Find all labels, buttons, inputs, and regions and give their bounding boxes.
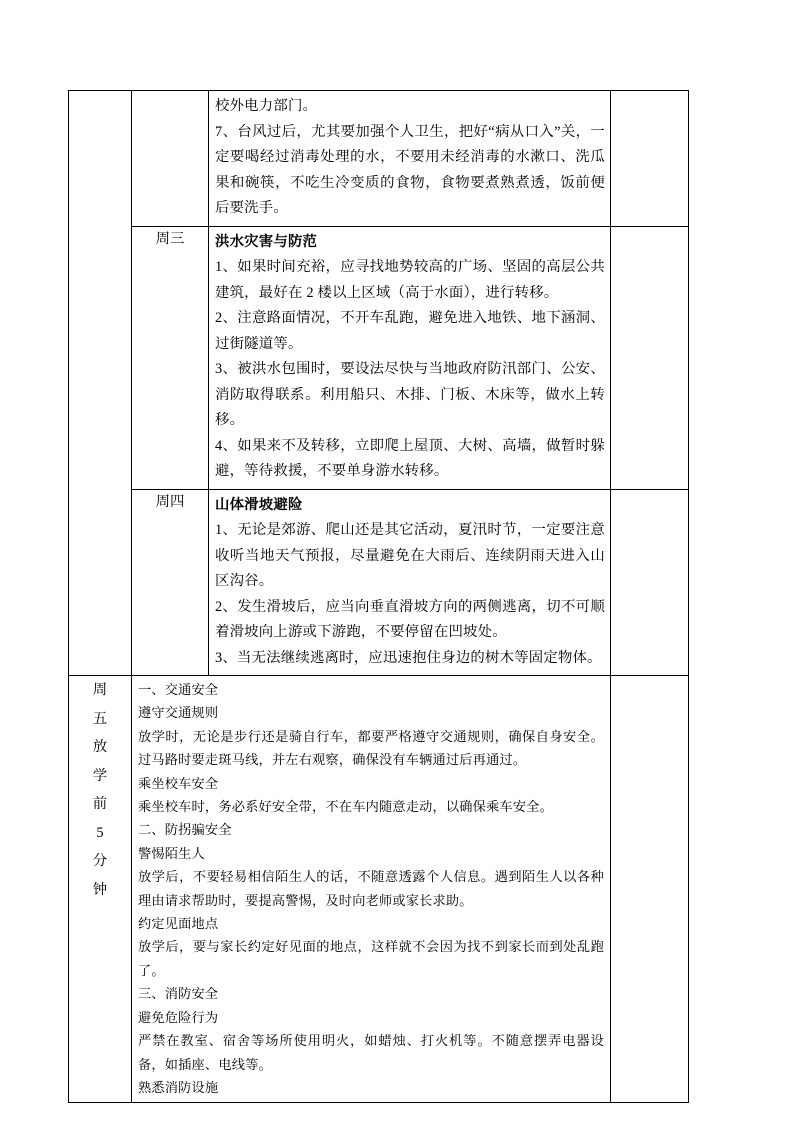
paragraph: 二、防拐骗安全	[138, 822, 232, 838]
paragraph: 三、消防安全	[138, 986, 219, 1002]
content-cell	[209, 489, 611, 676]
content-cell	[209, 226, 611, 489]
table-row	[69, 489, 689, 676]
paragraph: 1、如果时间充裕，应寻找地势较高的广场、坚固的高层公共建筑，最好在 2 楼以上区域（高于水面），进行转移。	[215, 259, 605, 301]
week-cell-merged	[69, 91, 132, 676]
remark-cell	[611, 226, 689, 489]
content-cell-merged	[132, 676, 611, 1103]
paragraph: 4、如果来不及转移，立即爬上屋顶、大树、高墙，做暂时躲避，等待救援，不要单身游水转移。	[215, 437, 605, 479]
week-cell-friday	[69, 676, 132, 1103]
section-heading: 洪水灾害与防范	[215, 233, 318, 250]
paragraph: 熟悉消防设施	[138, 1079, 219, 1095]
paragraph: 放学后，要与家长约定好见面的地点，这样就不会因为找不到家长而到处乱跑了。	[138, 939, 604, 978]
paragraph: 3、被洪水包围时，要设法尽快与当地政府防汛部门、公安、消防取得联系。利用船只、木排、门板、木床等，做水上转移。	[215, 361, 605, 428]
paragraph: 一、交通安全	[138, 682, 219, 697]
paragraph: 乘坐校车时，务必系好安全带，不在车内随意走动，以确保乘车安全。	[138, 799, 554, 815]
remark-cell	[611, 676, 689, 1103]
day-cell-wednesday: 周三	[132, 226, 209, 489]
content-block	[209, 227, 610, 489]
content-block	[209, 91, 610, 226]
table-body	[69, 91, 689, 1103]
paragraph: 2、发生滑坡后，应当向垂直滑坡方向的两侧逃离，切不可顺着滑坡向上游或下游跑，不要停留在凹坡处。	[215, 598, 605, 640]
remark-cell	[611, 489, 689, 676]
table-row	[69, 226, 689, 489]
vertical-char: 钟	[92, 881, 108, 898]
paragraph: 严禁在教室、宿舍等场所使用明火，如蜡烛、打火机等。不随意摆弄电器设备，如插座、电线等。	[138, 1033, 604, 1072]
paragraph: 警惕陌生人	[138, 845, 205, 861]
paragraph: 乘坐校车安全	[138, 775, 219, 791]
vertical-char: 学	[92, 767, 108, 784]
section-heading: 山体滑坡避险	[215, 496, 303, 513]
day-cell	[132, 91, 209, 227]
paragraph: 校外电力部门。	[215, 98, 318, 114]
vertical-label	[69, 676, 131, 904]
paragraph: 2、注意路面情况，不开车乱跑，避免进入地铁、地下涵洞、过街隧道等。	[215, 310, 605, 352]
remark-cell	[611, 91, 689, 227]
vertical-char: 五	[92, 710, 108, 727]
paragraph: 放学后，不要轻易相信陌生人的话，不随意透露个人信息。遇到陌生人以各种理由请求帮助时，要提高警惕，及时向老师或家长求助。	[138, 869, 604, 908]
paragraph: 3、当无法继续逃离时，应迅速抱住身边的树木等固定物体。	[215, 649, 602, 666]
paragraph: 7、台风过后，尤其要加强个人卫生，把好“病从口入”关，一定要喝经过消毒处理的水，不要用未经消毒的水漱口、洗瓜果和碗筷，不吃生冷变质的食物，食物要煮熟煮透，饭前便后要洗手。	[215, 123, 605, 216]
table-row	[69, 676, 689, 1103]
vertical-char: 分	[92, 853, 108, 869]
vertical-char: 放	[92, 739, 108, 755]
paragraph: 放学时，无论是步行还是骑自行车，都要严格遵守交通规则，确保自身安全。过马路时要走斑马线，并左右观察，确保没有车辆通过后再通过。	[138, 728, 604, 768]
content-cell	[209, 91, 611, 227]
vertical-char: 前	[92, 796, 108, 812]
paragraph: 约定见面地点	[138, 916, 219, 932]
paragraph: 避免危险行为	[138, 1009, 219, 1025]
vertical-char: 5	[96, 824, 104, 841]
paragraph: 1、无论是郊游、爬山还是其它活动，夏汛时节，一定要注意收听当地天气预报，尽量避免在大雨后、连续阴雨天进入山区沟谷。	[215, 522, 605, 589]
table-row	[69, 91, 689, 227]
vertical-char: 周	[92, 682, 108, 698]
safety-education-table	[68, 90, 689, 1103]
content-block	[209, 490, 610, 676]
paragraph: 遵守交通规则	[138, 705, 219, 721]
content-block	[132, 676, 610, 1102]
day-cell-thursday: 周四	[132, 489, 209, 676]
